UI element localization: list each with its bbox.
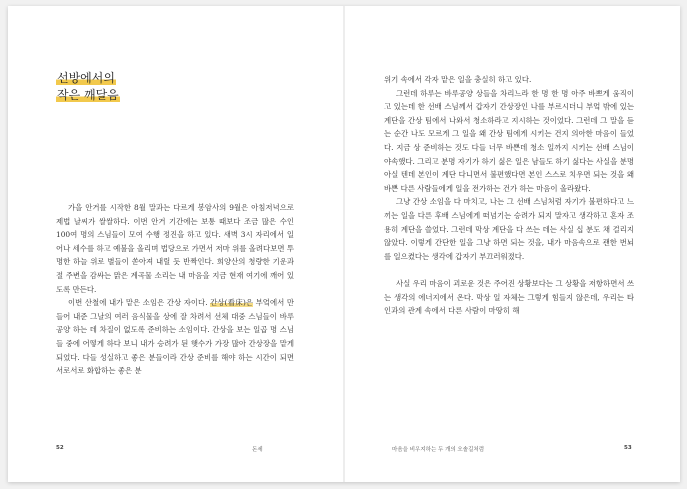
- paragraph: 그냥 간상 소임을 다 마치고, 나는 그 선배 스님처럼 자기가 불편하다고 느끼는 일을 다른 후배 스님에게 떠넘기는 승려가 되지 말자고 생각하고 혼자 조용히 계단을 쓸었다. 그런데 막상 계단을 다 쓰는 데는 사실 십 분도 채 걸리지 않았다. 이렇게 간단한 일을 그냥 하면 되는 것을, 내가 마음속으로 괜한 번뇌를 일으켰다는 생각에 갑자기 부끄러워졌다.: [384, 197, 634, 261]
- right-running-header: 마음을 비우지하는 두 개의 오솔길처럼: [392, 447, 485, 453]
- paragraph: 사실 우리 마음이 괴로운 것은 주어진 상황보다는 그 상황을 저항하면서 쓰는 생각의 에너지에서 온다. 막상 일 자체는 그렇게 힘들지 않은데, 우리는 타인과의 관계 속에서 다른 사람이 마땅히 해: [384, 278, 634, 316]
- left-page-number: 52: [56, 445, 64, 451]
- chapter-title-line-2: 작은 깨달음: [57, 88, 119, 102]
- right-body-text: [384, 73, 634, 318]
- left-body-text: [56, 201, 294, 378]
- paragraph: 그런데 하루는 바루공양 상들을 차리느라 한 명 한 명 아주 바쁘게 움직이고 있는데 한 선배 스님께서 갑자기 간상장인 나를 부르시더니 부엌 밖에 있는 계단을 간상 팀에서 나와서 청소하라고 지시하는 것이었다. 그런데 그 말을 듣는 순간 나도 모르게 그 일을 왜 간상 팀에게 시키는 건지 의아한 마음이 들었다. 지금 상 준비하는 것도 다들 너무 바쁜데 청소 일까지 시키는 선배 스님이 야속했다. 그리고 분명 자기가 하기 싫은 일은 남들도 하기 싫다는 사실을 분명 아실 텐데 본인이 계단 다니면서 불편했다면 본인 스스로 치우면 되는 것을 왜 바쁜 다른 사람들에게 일을 전가하는 건가 하는 마음이 올라왔다.: [384, 88, 634, 193]
- right-page-number: 53: [624, 445, 632, 451]
- paragraph: 위기 속에서 각자 맡은 일을 충실히 하고 있다.: [384, 75, 532, 84]
- paragraph-text: 부엌에서 만들어 내준 그날의 여러 음식물을 상에 잘 차려서 선체 대중 스님들이 바루공양 하는 데 차질이 없도록 준비하는 소임이다. 간상을 보는 일곱 명 스님들 중에 어떻게 하다 보니 내가 승려가 된 햇수가 가장 많아 간상장을 맡게 되었다. 다들 성실하고 좋은 분들이라 간상 준비를 해야 하는 시간이 되면 서로서로 화합하는 좋은 분: [56, 298, 295, 376]
- chapter-title-line-1: 선방에서의: [57, 71, 115, 85]
- chapter-title: [56, 70, 120, 104]
- paragraph: 가을 안거를 시작한 8월 말과는 다르게 봉암사의 9월은 아침저녁으로 제법 날씨가 쌀쌀하다. 이번 안거 기간에는 보통 때보다 조금 많은 수인 100여 명의 스님들이 모여 수행 정진을 하고 있다. 새벽 3시 자리에서 일어나 세수를 하고 예불을 올리며 법당으로 가면서 저마 위를 올려다보면 투명한 하늘 위로 별들이 쏟아져 내릴 듯 반짝인다. 희양산의 청량한 기운과 절 주변을 감싸는 맑은 계곡물 소리는 내 마음을 지금 현재 여기에 깨어 있도록 만든다.: [56, 203, 294, 294]
- paragraph: [56, 296, 294, 378]
- highlighted-term: 간상(看床)은: [210, 298, 254, 308]
- book-spread: [8, 6, 680, 482]
- paragraph-text: 이번 산철에 내가 맡은 소임은 간상 자이다.: [68, 298, 211, 308]
- left-running-header: 돈세: [252, 447, 263, 453]
- right-page: [344, 6, 680, 482]
- left-page: [8, 6, 344, 482]
